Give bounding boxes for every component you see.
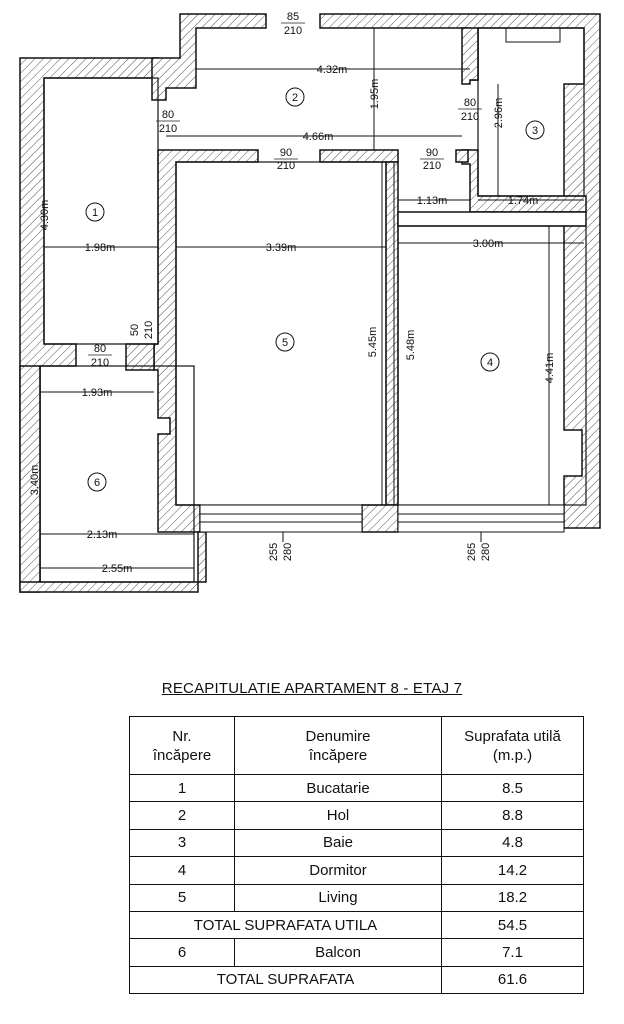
door-living-width: 90: [279, 147, 293, 159]
door-entry-height: 210: [283, 25, 303, 37]
wall-top-left: [152, 14, 266, 100]
cell-nr: 3: [130, 829, 235, 856]
wall-living-top-right: [320, 150, 398, 162]
total-row: [130, 966, 584, 993]
header-name: [235, 717, 442, 775]
dim-kitchen-width: 1.98m: [84, 242, 116, 254]
door-bath-height: 210: [460, 111, 480, 123]
cell-nr: 2: [130, 802, 235, 829]
header-name-l1: Denumire: [305, 727, 371, 745]
cell-area: 14.2: [442, 857, 584, 884]
cell-name: Baie: [235, 829, 442, 856]
door-kitchen-height: 210: [158, 123, 178, 135]
window-bedroom-width: 265: [466, 542, 478, 562]
wall-pillar: [362, 505, 398, 532]
balcon-name: Balcon: [235, 939, 442, 966]
dim-bedroom-width: 3.00m: [472, 238, 504, 250]
dim-bath-depth: 2.96m: [493, 97, 505, 129]
dim-living-width: 3.39m: [265, 242, 297, 254]
room-number-3: 3: [531, 125, 539, 137]
door-balcony-width: 80: [93, 343, 107, 355]
table-row: [130, 775, 584, 802]
table-row: [130, 829, 584, 856]
cell-name: Bucatarie: [235, 775, 442, 802]
recap-table: [129, 716, 584, 994]
door-small-height: 210: [143, 320, 155, 340]
dim-bath-width: 1.74m: [507, 195, 539, 207]
room-number-5: 5: [281, 337, 289, 349]
window-living-width: 255: [268, 542, 280, 562]
window-bedroom: [398, 505, 564, 532]
room-number-6: 6: [93, 477, 101, 489]
dim-balcony-inner: 1.93m: [81, 387, 113, 399]
door-small-width: 50: [129, 323, 141, 337]
dimension-labels: [29, 64, 556, 575]
cell-area: 4.8: [442, 829, 584, 856]
door-bedroom-width: 90: [425, 147, 439, 159]
dim-hall-width-2: 4.66m: [302, 131, 334, 143]
dim-living-depth-2: 5.48m: [405, 329, 417, 361]
dim-bedroom-depth: 4.41m: [544, 352, 556, 384]
cell-name: Living: [235, 884, 442, 911]
balcon-area: 7.1: [442, 939, 584, 966]
cell-nr: 5: [130, 884, 235, 911]
door-bath-width: 80: [463, 97, 477, 109]
cell-name: Dormitor: [235, 857, 442, 884]
dim-hall-depth: 1.95m: [369, 78, 381, 110]
total-label: TOTAL SUPRAFATA: [130, 966, 442, 993]
wall-balcony-bottom: [20, 532, 206, 592]
header-nr-l2: încăpere: [152, 746, 212, 764]
wall-top-right: [320, 14, 600, 528]
bath-fixture: [506, 28, 560, 42]
room-number-1: 1: [91, 207, 99, 219]
cell-name: Hol: [235, 802, 442, 829]
balcon-row: [130, 939, 584, 966]
header-area-l1: Suprafata utilă: [464, 727, 561, 745]
dim-hall-width: 4.32m: [316, 64, 348, 76]
wall-bath-left: [462, 28, 478, 84]
total-util-label: TOTAL SUPRAFATA UTILA: [130, 911, 442, 938]
dim-hall-pass: 1.13m: [416, 195, 448, 207]
room-number-4: 4: [486, 357, 494, 369]
dim-balcony-depth: 3.40m: [29, 464, 41, 496]
wall-outer-left: [20, 58, 164, 582]
table-header-row: [130, 717, 584, 775]
door-entry-width: 85: [286, 11, 300, 23]
header-name-l2: încăpere: [308, 746, 368, 764]
header-area-l2: (m.p.): [492, 746, 533, 764]
room-markers: [86, 88, 544, 491]
cell-area: 18.2: [442, 884, 584, 911]
window-living: [200, 505, 362, 532]
cell-nr: 1: [130, 775, 235, 802]
cell-area: 8.5: [442, 775, 584, 802]
door-balcony-height: 210: [90, 357, 110, 369]
table-title: RECAPITULATIE APARTAMENT 8 - ETAJ 7: [161, 680, 463, 697]
balcon-nr: 6: [130, 939, 235, 966]
wall-bath-stub: [456, 150, 468, 162]
header-nr-l1: Nr.: [172, 727, 192, 745]
cell-area: 8.8: [442, 802, 584, 829]
wall-bedroom-top: [398, 212, 586, 226]
header-area: [442, 717, 584, 775]
cell-nr: 4: [130, 857, 235, 884]
table-row: [130, 802, 584, 829]
table-row: [130, 884, 584, 911]
total-value: 61.6: [442, 966, 584, 993]
room-number-2: 2: [291, 92, 299, 104]
door-living-height: 210: [276, 160, 296, 172]
dim-balcony-outer: 2.55m: [101, 563, 133, 575]
window-bedroom-height: 280: [480, 542, 492, 562]
dim-kitchen-depth: 4.30m: [39, 199, 51, 231]
wall-separator: [386, 162, 398, 505]
total-util-value: 54.5: [442, 911, 584, 938]
dim-living-depth: 5.45m: [367, 326, 379, 358]
dim-balcony-width: 2.13m: [86, 529, 118, 541]
total-util-row: [130, 911, 584, 938]
door-kitchen-width: 80: [161, 109, 175, 121]
table-row: [130, 857, 584, 884]
header-nr: [130, 717, 235, 775]
door-bedroom-height: 210: [422, 160, 442, 172]
wall-living-left: [154, 150, 258, 532]
window-living-height: 280: [282, 542, 294, 562]
